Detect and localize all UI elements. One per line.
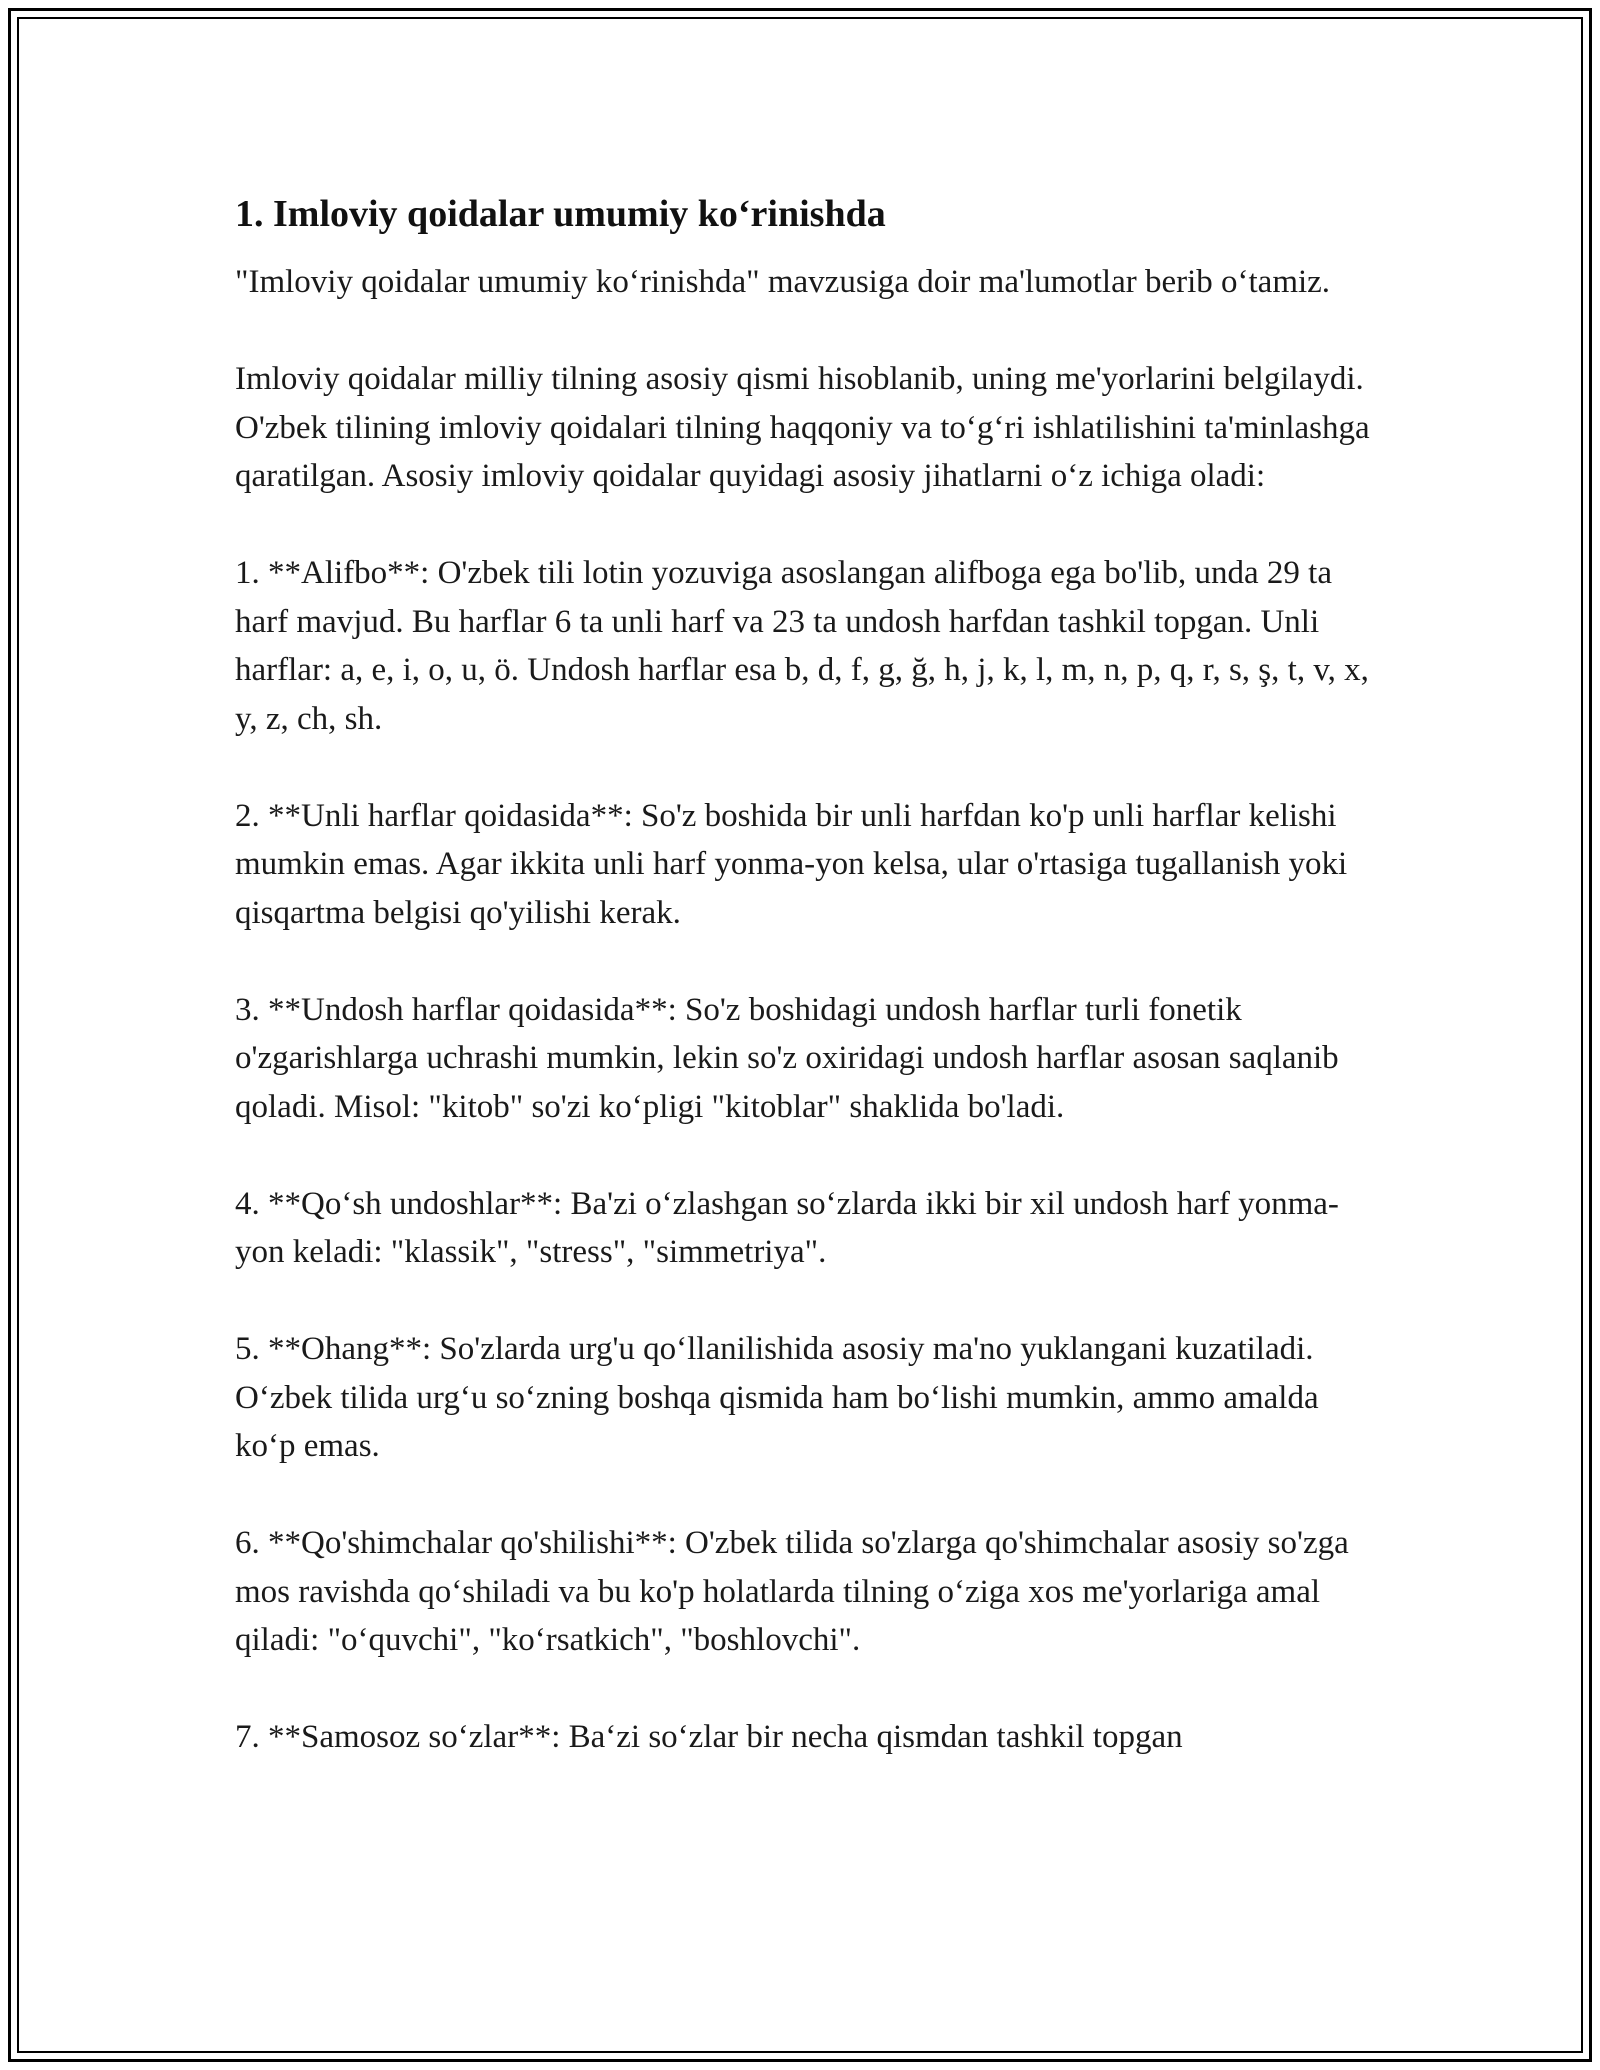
intro-paragraph: "Imloviy qoidalar umumiy ko‘rinishda" mavzusiga doir ma'lumotlar berib o‘tamiz. [235, 264, 1331, 300]
rule-alifbo-paragraph: 1. **Alifbo**: O'zbek tili lotin yozuviga asoslangan alifboga ega bo'lib, unda 29 ta harf mavjud. Bu harflar 6 ta unli harf va 23 ta undosh harfdan tashkil topgan. Unli harflar: a, e, i, o, u, ö. Undosh harflar esa b, d, f, g, ğ, h, j, k, l, m, n, p, q, r, s, ş, t, v, x, y, z, ch, sh. [235, 555, 1369, 737]
rule-undosh-harflar-paragraph: 3. **Undosh harflar qoidasida**: So'z boshidagi undosh harflar turli fonetik o'zgarishlarga uchrashi mumkin, lekin so'z oxiridagi undosh harflar asosan saqlanib qoladi. Misol: "kitob" so'zi ko‘pligi "kitoblar" shaklida bo'ladi. [235, 991, 1339, 1125]
rule-unli-harflar-paragraph: 2. **Unli harflar qoidasida**: So'z boshida bir unli harfdan ko'p unli harflar kelishi mumkin emas. Agar ikkita unli harf yonma-yon kelsa, ular o'rtasiga tugallanish yoki qisqartma belgisi qo'yilishi kerak. [235, 797, 1348, 931]
rule-qoshimchalar-paragraph: 6. **Qo'shimchalar qo'shilishi**: O'zbek tilida so'zlarga qo'shimchalar asosiy so'zga mos ravishda qo‘shiladi va bu ko'p holatlarda tilning o‘ziga xos me'yorlariga amal qiladi: "o‘quvchi", "ko‘rsatkich", "boshlovchi". [235, 1525, 1349, 1658]
document-title: 1. Imloviy qoidalar umumiy ko‘rinishda [235, 193, 886, 235]
rule-qosh-undoshlar-paragraph: 4. **Qo‘sh undoshlar**: Ba'zi o‘zlashgan so‘zlarda ikki bir xil undosh harf yonma-yon keladi: "klassik", "stress", "simmetriya". [235, 1185, 1339, 1270]
rule-ohang-paragraph: 5. **Ohang**: So'zlarda urg'u qo‘llanilishida asosiy ma'no yuklangani kuzatiladi. O‘zbek tilida urg‘u so‘zning boshqa qismida ham bo‘lishi mumkin, ammo amalda ko‘p emas. [235, 1331, 1319, 1464]
overview-paragraph: Imloviy qoidalar milliy tilning asosiy qismi hisoblanib, uning me'yorlarini belgilaydi. O'zbek tilining imloviy qoidalari tilning haqqoniy va to‘g‘ri ishlatilishini ta'minlashga qaratilgan. Asosiy imloviy qoidalar quyidagi asosiy jihatlarni o‘z ichiga oladi: [235, 361, 1370, 494]
document-body [235, 188, 1375, 1810]
rule-samosoz-sozlar-paragraph: 7. **Samosoz so‘zlar**: Ba‘zi so‘zlar bir necha qismdan tashkil topgan [235, 1719, 1183, 1755]
